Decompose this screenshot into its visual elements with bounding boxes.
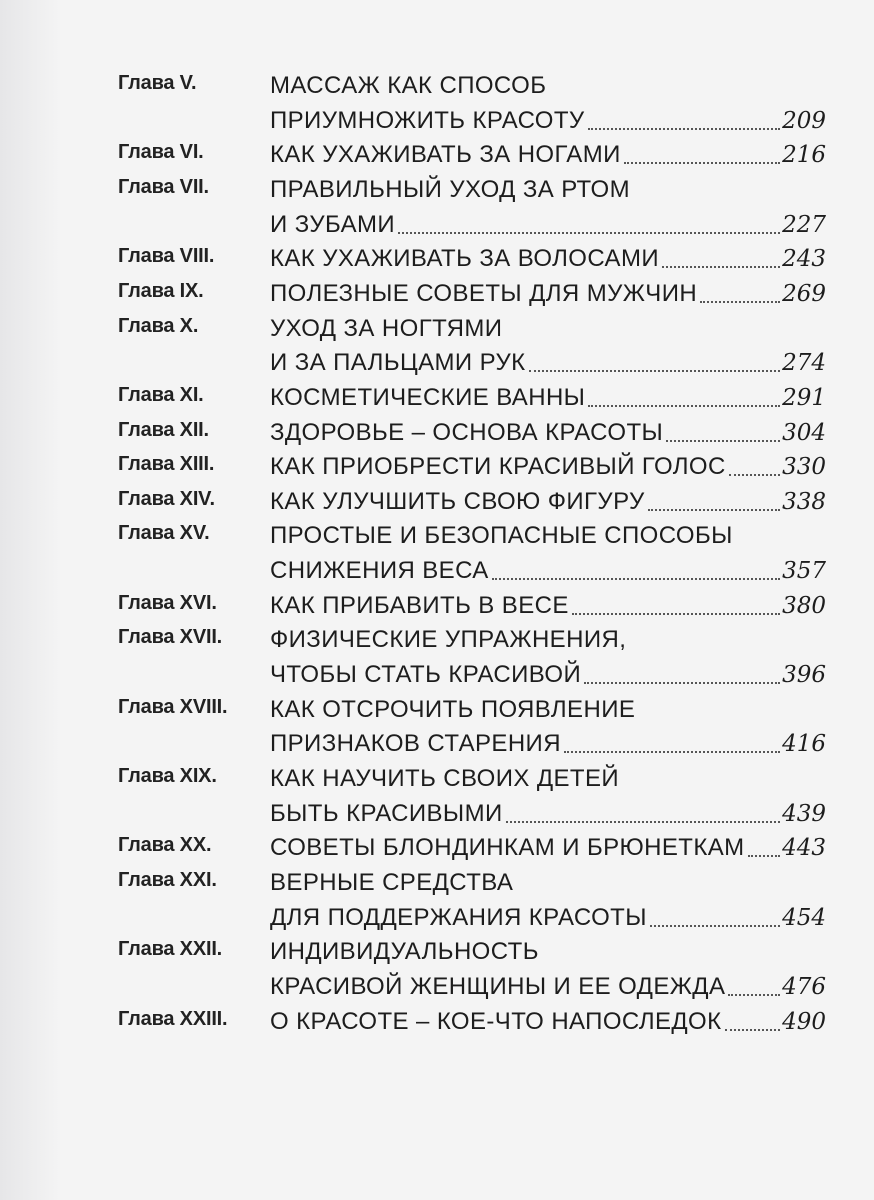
- toc-line: [270, 902, 826, 934]
- toc-line: [270, 209, 826, 241]
- toc-row: [0, 139, 874, 171]
- toc-line: [270, 243, 826, 275]
- toc-line: [270, 105, 826, 137]
- toc-line: [270, 174, 826, 206]
- toc-row: [0, 243, 874, 275]
- toc-line: [270, 867, 826, 899]
- chapter-title: КАК ОТСРОЧИТЬ ПОЯВЛЕНИЕ: [270, 695, 636, 723]
- toc-line: [270, 798, 826, 830]
- chapter-label: Глава XXII.: [118, 938, 223, 961]
- toc-row: [0, 451, 874, 483]
- page-number: 209: [782, 107, 826, 134]
- dot-leader: [624, 162, 780, 164]
- chapter-title: ПОЛЕЗНЫЕ СОВЕТЫ ДЛЯ МУЖЧИН: [270, 279, 698, 307]
- toc-row: [0, 555, 874, 587]
- chapter-label: Глава V.: [118, 72, 197, 94]
- toc-line: [270, 728, 826, 760]
- chapter-label: Глава XXIII.: [118, 1007, 228, 1030]
- toc-row: [0, 417, 874, 449]
- toc-row: [0, 867, 874, 899]
- chapter-title: БЫТЬ КРАСИВЫМИ: [270, 799, 503, 827]
- toc-row: [0, 105, 874, 137]
- toc-row: [0, 971, 874, 1003]
- toc-line: [270, 832, 826, 864]
- toc-line: [270, 417, 826, 449]
- chapter-label: Глава XIV.: [118, 487, 215, 510]
- chapter-title: СНИЖЕНИЯ ВЕСА: [270, 557, 489, 585]
- dot-leader: [492, 578, 780, 580]
- toc-line: [270, 278, 826, 310]
- toc-line: [270, 694, 826, 726]
- chapter-title: ФИЗИЧЕСКИЕ УПРАЖНЕНИЯ,: [270, 626, 627, 654]
- page-number: 490: [782, 1008, 826, 1035]
- chapter-label: Глава XII.: [118, 418, 209, 441]
- toc-line: [270, 451, 826, 483]
- page-number: 416: [782, 731, 826, 758]
- dot-leader: [588, 405, 780, 407]
- toc-row: [0, 70, 874, 102]
- toc-line: [270, 347, 826, 379]
- toc-row: [0, 1006, 874, 1038]
- page-number: 291: [782, 384, 826, 411]
- chapter-label: Глава XVII.: [118, 626, 223, 649]
- dot-leader: [648, 509, 781, 511]
- chapter-title: ПРИЗНАКОВ СТАРЕНИЯ: [270, 730, 561, 758]
- toc-row: [0, 624, 874, 656]
- page-number: 274: [782, 350, 826, 377]
- toc-line: [270, 1006, 826, 1038]
- toc-line: [270, 382, 826, 414]
- toc-line: [270, 555, 826, 587]
- chapter-label: Глава XIII.: [118, 453, 215, 476]
- page-number: 380: [782, 592, 826, 619]
- chapter-title: ВЕРНЫЕ СРЕДСТВА: [270, 868, 514, 896]
- dot-leader: [506, 821, 780, 823]
- chapter-title: ПРИУМНОЖИТЬ КРАСОТУ: [270, 106, 585, 134]
- chapter-label: Глава VIII.: [118, 245, 215, 268]
- chapter-label: Глава XVIII.: [118, 695, 228, 718]
- toc-row: [0, 936, 874, 968]
- page-number: 227: [782, 211, 826, 238]
- chapter-title: КАК НАУЧИТЬ СВОИХ ДЕТЕЙ: [270, 765, 620, 792]
- dot-leader: [572, 613, 780, 615]
- chapter-label: Глава VII.: [118, 175, 209, 198]
- page-number: 216: [782, 142, 826, 169]
- toc-row: [0, 278, 874, 310]
- page-number: 330: [782, 454, 826, 481]
- dot-leader: [728, 994, 780, 996]
- chapter-title: КАК УХАЖИВАТЬ ЗА ВОЛОСАМИ: [270, 245, 659, 273]
- toc-line: [270, 763, 826, 795]
- chapter-title: КАК ПРИОБРЕСТИ КРАСИВЫЙ ГОЛОС: [270, 453, 726, 481]
- dot-leader: [725, 1029, 781, 1031]
- toc-row: [0, 209, 874, 241]
- toc-row: [0, 347, 874, 379]
- toc-line: [270, 624, 826, 656]
- page-number: 476: [782, 973, 826, 1000]
- dot-leader: [662, 266, 780, 268]
- toc-line: [270, 590, 826, 622]
- toc-row: [0, 590, 874, 622]
- toc-row: [0, 659, 874, 691]
- chapter-title: КАК ПРИБАВИТЬ В ВЕСЕ: [270, 591, 569, 619]
- page-number: 243: [782, 246, 826, 273]
- dot-leader: [529, 370, 781, 372]
- dot-leader: [564, 751, 780, 753]
- chapter-title: КОСМЕТИЧЕСКИЕ ВАННЫ: [270, 383, 586, 411]
- chapter-label: Глава XXI.: [118, 868, 217, 891]
- chapter-title: И ЗА ПАЛЬЦАМИ РУК: [270, 349, 526, 377]
- toc-line: [270, 971, 826, 1003]
- chapter-label: Глава XV.: [118, 522, 210, 545]
- toc-row: [0, 763, 874, 795]
- toc-line: [270, 486, 826, 518]
- toc-line: [270, 936, 826, 968]
- chapter-label: Глава XI.: [118, 383, 204, 406]
- dot-leader: [666, 440, 780, 442]
- page-number: 439: [782, 800, 826, 827]
- chapter-title: УХОД ЗА НОГТЯМИ: [270, 314, 503, 342]
- chapter-title: СОВЕТЫ БЛОНДИНКАМ И БРЮНЕТКАМ: [270, 834, 745, 862]
- chapter-title: ЗДОРОВЬЕ – ОСНОВА КРАСОТЫ: [270, 418, 664, 446]
- chapter-label: Глава IX.: [118, 279, 204, 302]
- toc-line: [270, 520, 826, 552]
- chapter-title: И ЗУБАМИ: [270, 210, 396, 238]
- chapter-title: ПРАВИЛЬНЫЙ УХОД ЗА РТОМ: [270, 175, 630, 203]
- dot-leader: [398, 232, 780, 234]
- toc-row: [0, 520, 874, 552]
- toc-row: [0, 798, 874, 830]
- toc-row: [0, 694, 874, 726]
- chapter-title: МАССАЖ КАК СПОСОБ: [270, 72, 547, 99]
- page-number: 396: [782, 662, 826, 689]
- chapter-title: КАК УХАЖИВАТЬ ЗА НОГАМИ: [270, 141, 621, 169]
- toc-line: [270, 139, 826, 171]
- toc-row: [0, 174, 874, 206]
- toc-line: [270, 659, 826, 691]
- page-number: 443: [782, 835, 826, 862]
- page-number: 269: [782, 280, 826, 307]
- dot-leader: [700, 301, 780, 303]
- chapter-label: Глава XVI.: [118, 591, 217, 614]
- chapter-label: Глава X.: [118, 314, 199, 337]
- dot-leader: [748, 855, 781, 857]
- dot-leader: [729, 474, 780, 476]
- dot-leader: [588, 128, 781, 130]
- page-number: 338: [782, 488, 826, 515]
- dot-leader: [584, 682, 780, 684]
- chapter-title: КРАСИВОЙ ЖЕНЩИНЫ И ЕЕ ОДЕЖДА: [270, 972, 726, 1000]
- toc-line: [270, 313, 826, 345]
- chapter-title: ДЛЯ ПОДДЕРЖАНИЯ КРАСОТЫ: [270, 903, 647, 931]
- toc-row: [0, 832, 874, 864]
- chapter-title: ИНДИВИДУАЛЬНОСТЬ: [270, 938, 539, 966]
- toc-line: [270, 70, 826, 102]
- chapter-title: ЧТОБЫ СТАТЬ КРАСИВОЙ: [270, 661, 582, 689]
- page-number: 357: [782, 558, 826, 585]
- page-number: 454: [782, 904, 826, 931]
- chapter-label: Глава VI.: [118, 141, 204, 164]
- page-number: 304: [782, 419, 826, 446]
- chapter-label: Глава XX.: [118, 834, 212, 857]
- chapter-title: КАК УЛУЧШИТЬ СВОЮ ФИГУРУ: [270, 487, 645, 515]
- toc-row: [0, 486, 874, 518]
- toc-row: [0, 728, 874, 760]
- toc-row: [0, 382, 874, 414]
- chapter-label: Глава XIX.: [118, 765, 217, 787]
- toc-row: [0, 313, 874, 345]
- chapter-title: ПРОСТЫЕ И БЕЗОПАСНЫЕ СПОСОБЫ: [270, 522, 733, 550]
- dot-leader: [650, 925, 780, 927]
- toc-row: [0, 902, 874, 934]
- chapter-title: О КРАСОТЕ – КОЕ-ЧТО НАПОСЛЕДОК: [270, 1007, 722, 1035]
